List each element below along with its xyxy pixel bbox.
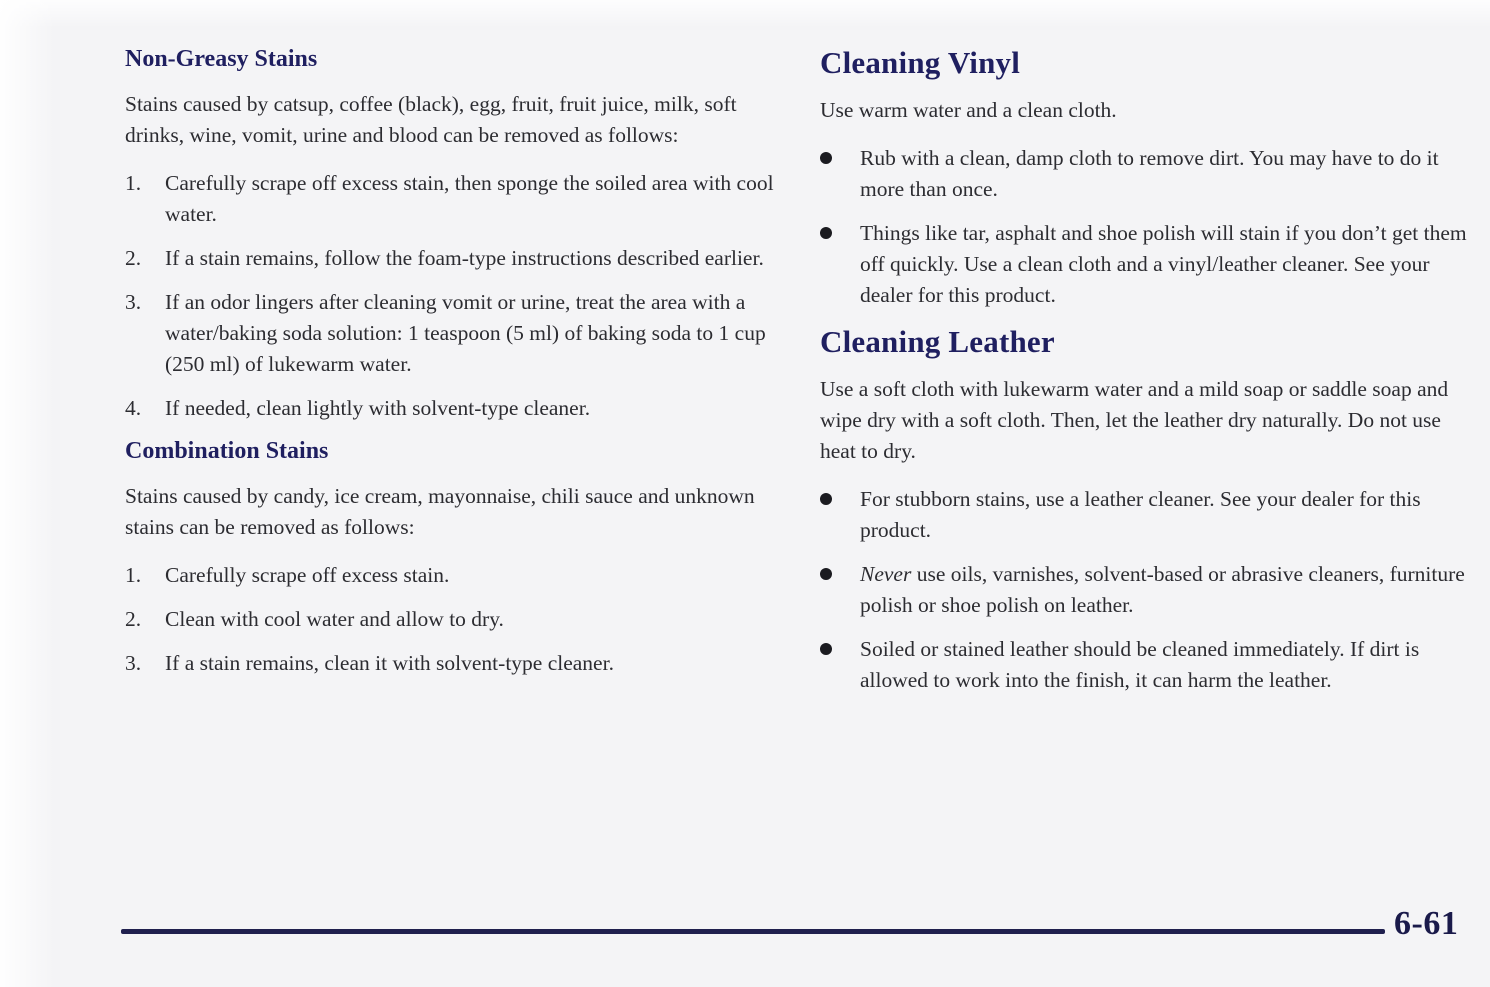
bullet-icon — [820, 493, 832, 505]
non-greasy-stains-intro: Stains caused by catsup, coffee (black), egg, fruit, fruit juice, milk, soft drinks, wine, vomit, urine and blood can be removed as follows: — [125, 92, 737, 147]
list-item — [820, 218, 1468, 311]
left-column — [125, 45, 775, 709]
list-item-text: If needed, clean lightly with solvent-type cleaner. — [165, 396, 591, 420]
section-cleaning-vinyl — [820, 45, 1468, 311]
list-number: 3. — [125, 651, 142, 675]
list-item-text: If a stain remains, clean it with solvent-type cleaner. — [165, 651, 614, 675]
cleaning-vinyl-intro: Use warm water and a clean cloth. — [820, 98, 1117, 122]
list-number: 3. — [125, 290, 142, 314]
list-item-text: Clean with cool water and allow to dry. — [165, 607, 504, 631]
list-item-text: Never use oils, varnishes, solvent-based or abrasive cleaners, furniture polish or shoe polish on leather. — [860, 562, 1465, 617]
list-item-text: If an odor lingers after cleaning vomit or urine, treat the area with a water/baking soda solution: 1 teaspoon (5 ml) of baking soda to 1 cup (250 ml) of lukewarm water. — [165, 290, 766, 376]
emphasized-word: Never — [860, 562, 912, 586]
list-number: 1. — [125, 171, 142, 195]
list-number: 2. — [125, 607, 142, 631]
list-number: 1. — [125, 563, 142, 587]
list-item — [125, 287, 775, 380]
list-item — [820, 143, 1468, 205]
list-number: 2. — [125, 246, 142, 270]
list-item — [820, 559, 1468, 621]
section-combination-stains — [125, 437, 775, 679]
footer-rule — [121, 929, 1385, 934]
list-item — [125, 168, 775, 230]
list-item-text: Soiled or stained leather should be cleaned immediately. If dirt is allowed to work into the finish, it can harm the leather. — [860, 637, 1420, 692]
cleaning-vinyl-heading: Cleaning Vinyl — [820, 45, 1021, 80]
list-item — [125, 604, 775, 635]
bullet-icon — [820, 227, 832, 239]
combination-stains-heading: Combination Stains — [125, 438, 329, 464]
list-item — [125, 243, 775, 274]
list-item-text: For stubborn stains, use a leather cleaner. See your dealer for this product. — [860, 487, 1421, 542]
section-non-greasy-stains — [125, 45, 775, 424]
combination-stains-intro: Stains caused by candy, ice cream, mayonnaise, chili sauce and unknown stains can be removed as follows: — [125, 484, 755, 539]
list-number: 4. — [125, 396, 142, 420]
non-greasy-stains-heading: Non-Greasy Stains — [125, 46, 318, 72]
bullet-icon — [820, 568, 832, 580]
cleaning-leather-intro: Use a soft cloth with lukewarm water and a mild soap or saddle soap and wipe dry with a soft cloth. Then, let the leather dry naturally. Do not use heat to dry. — [820, 377, 1449, 463]
bullet-icon — [820, 152, 832, 164]
cleaning-vinyl-bullets — [820, 143, 1468, 311]
bullet-icon — [820, 643, 832, 655]
list-item — [125, 560, 775, 591]
list-item-text: Carefully scrape off excess stain, then sponge the soiled area with cool water. — [165, 171, 774, 226]
cleaning-leather-heading: Cleaning Leather — [820, 324, 1055, 359]
right-column — [820, 45, 1468, 709]
list-item-text: If a stain remains, follow the foam-type instructions described earlier. — [165, 246, 764, 270]
list-item — [125, 648, 775, 679]
list-item-text: Rub with a clean, damp cloth to remove dirt. You may have to do it more than once. — [860, 146, 1439, 201]
list-item — [820, 484, 1468, 546]
cleaning-leather-bullets — [820, 484, 1468, 696]
list-item-text: Things like tar, asphalt and shoe polish will stain if you don’t get them off quickly. Use a clean cloth and a vinyl/leather cleaner. See your dealer for this product. — [860, 221, 1467, 307]
list-item-text: Carefully scrape off excess stain. — [165, 563, 450, 587]
section-cleaning-leather — [820, 324, 1468, 696]
non-greasy-stains-steps — [125, 168, 775, 424]
list-item — [125, 393, 775, 424]
list-item — [820, 634, 1468, 696]
page-number: 6-61 — [1394, 905, 1459, 942]
combination-stains-steps — [125, 560, 775, 679]
